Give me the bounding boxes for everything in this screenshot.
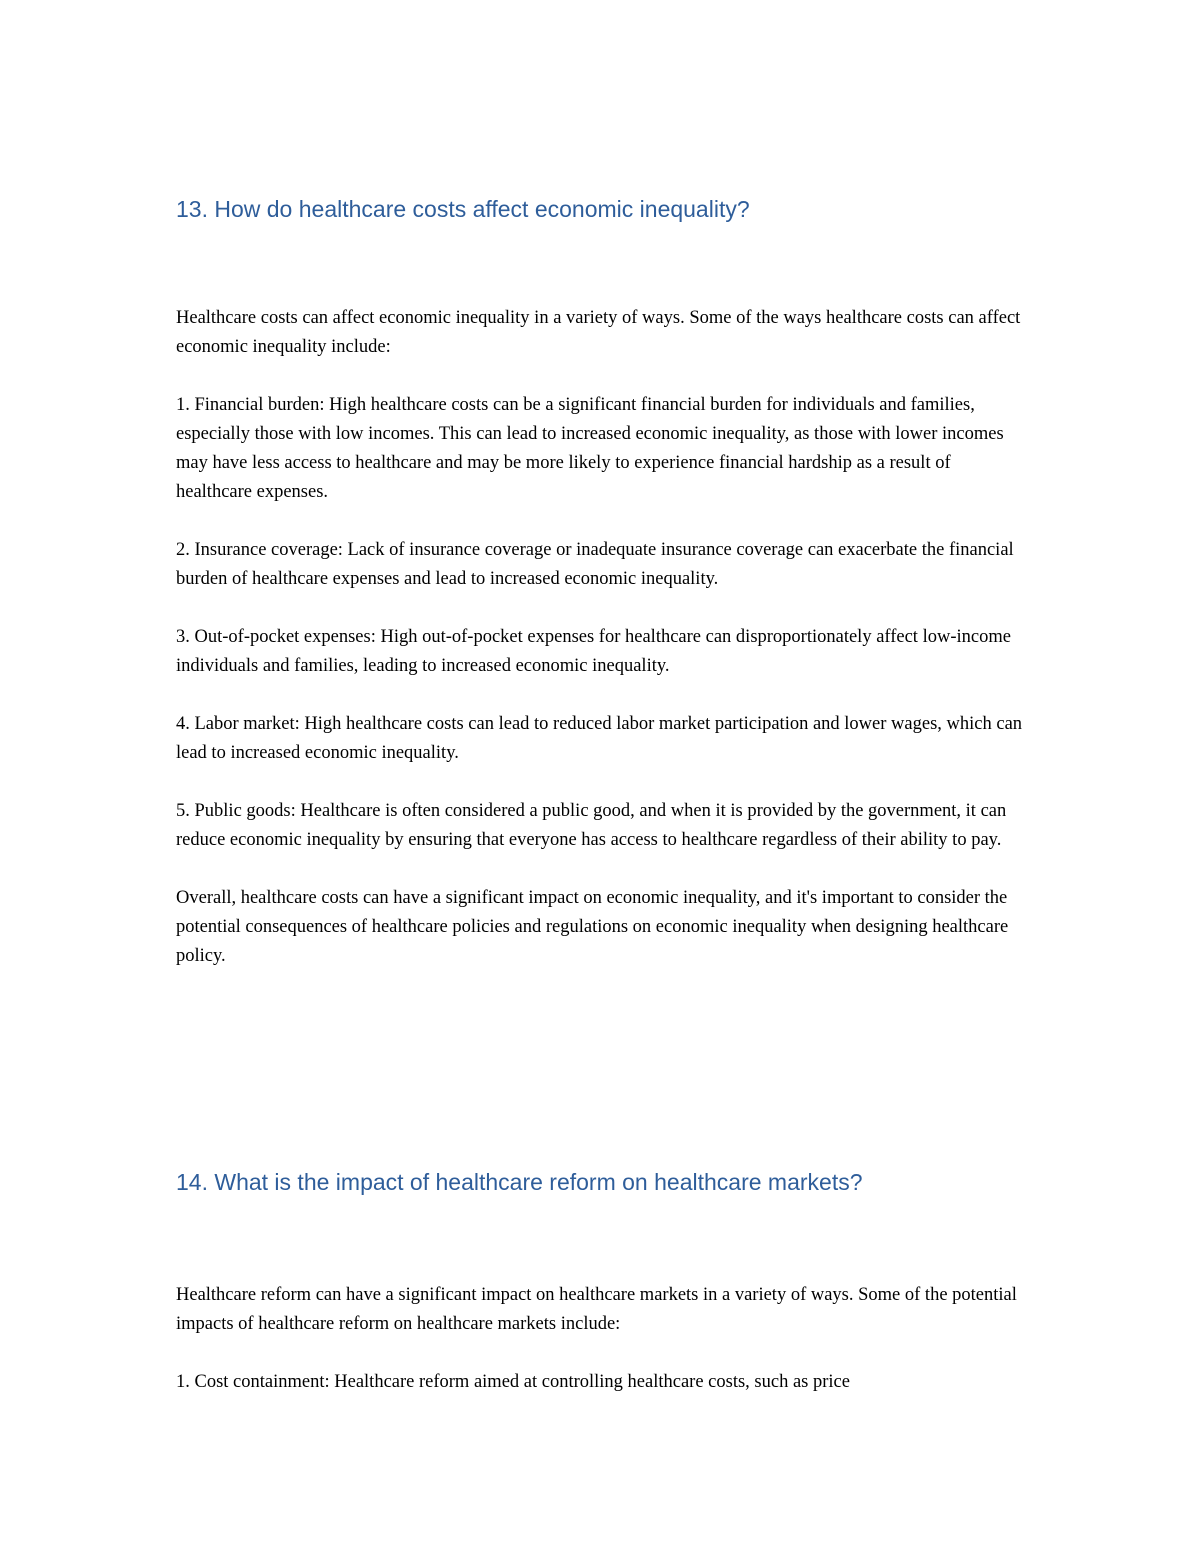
q13-item-insurance-coverage: 2. Insurance coverage: Lack of insurance coverage or inadequate insurance coverage can exacerbate the financial burden of healthcare expenses and lead to increased economic inequality.	[176, 540, 1014, 589]
question-13-answer	[176, 304, 1026, 971]
q13-intro-paragraph: Healthcare costs can affect economic inequality in a variety of ways. Some of the ways healthcare costs can affect economic inequality include:	[176, 308, 1021, 357]
question-13-heading: 13. How do healthcare costs affect economic inequality?	[176, 196, 750, 222]
question-14-heading: 14. What is the impact of healthcare reform on healthcare markets?	[176, 1169, 863, 1195]
q13-item-financial-burden: 1. Financial burden: High healthcare costs can be a significant financial burden for individuals and families, especially those with low incomes. This can lead to increased economic inequality, as those with lower incomes may have less access to healthcare and may be more likely to experience financial hardship as a result of healthcare expenses.	[176, 395, 1004, 502]
q13-item-public-goods: 5. Public goods: Healthcare is often considered a public good, and when it is provided by the government, it can reduce economic inequality by ensuring that everyone has access to healthcare regardless of their ability to pay.	[176, 801, 1007, 850]
q14-item-cost-containment: 1. Cost containment: Healthcare reform aimed at controlling healthcare costs, such as price	[176, 1372, 850, 1392]
question-14-answer	[176, 1281, 1026, 1397]
q13-item-out-of-pocket: 3. Out-of-pocket expenses: High out-of-pocket expenses for healthcare can disproportionately affect low-income individuals and families, leading to increased economic inequality.	[176, 627, 1011, 676]
q14-intro-paragraph: Healthcare reform can have a significant impact on healthcare markets in a variety of ways. Some of the potential impacts of healthcare reform on healthcare markets include:	[176, 1285, 1017, 1334]
q13-item-labor-market: 4. Labor market: High healthcare costs can lead to reduced labor market participation and lower wages, which can lead to increased economic inequality.	[176, 714, 1023, 763]
q13-conclusion-paragraph: Overall, healthcare costs can have a significant impact on economic inequality, and it's important to consider the potential consequences of healthcare policies and regulations on economic inequality when designing healthcare policy.	[176, 888, 1009, 966]
